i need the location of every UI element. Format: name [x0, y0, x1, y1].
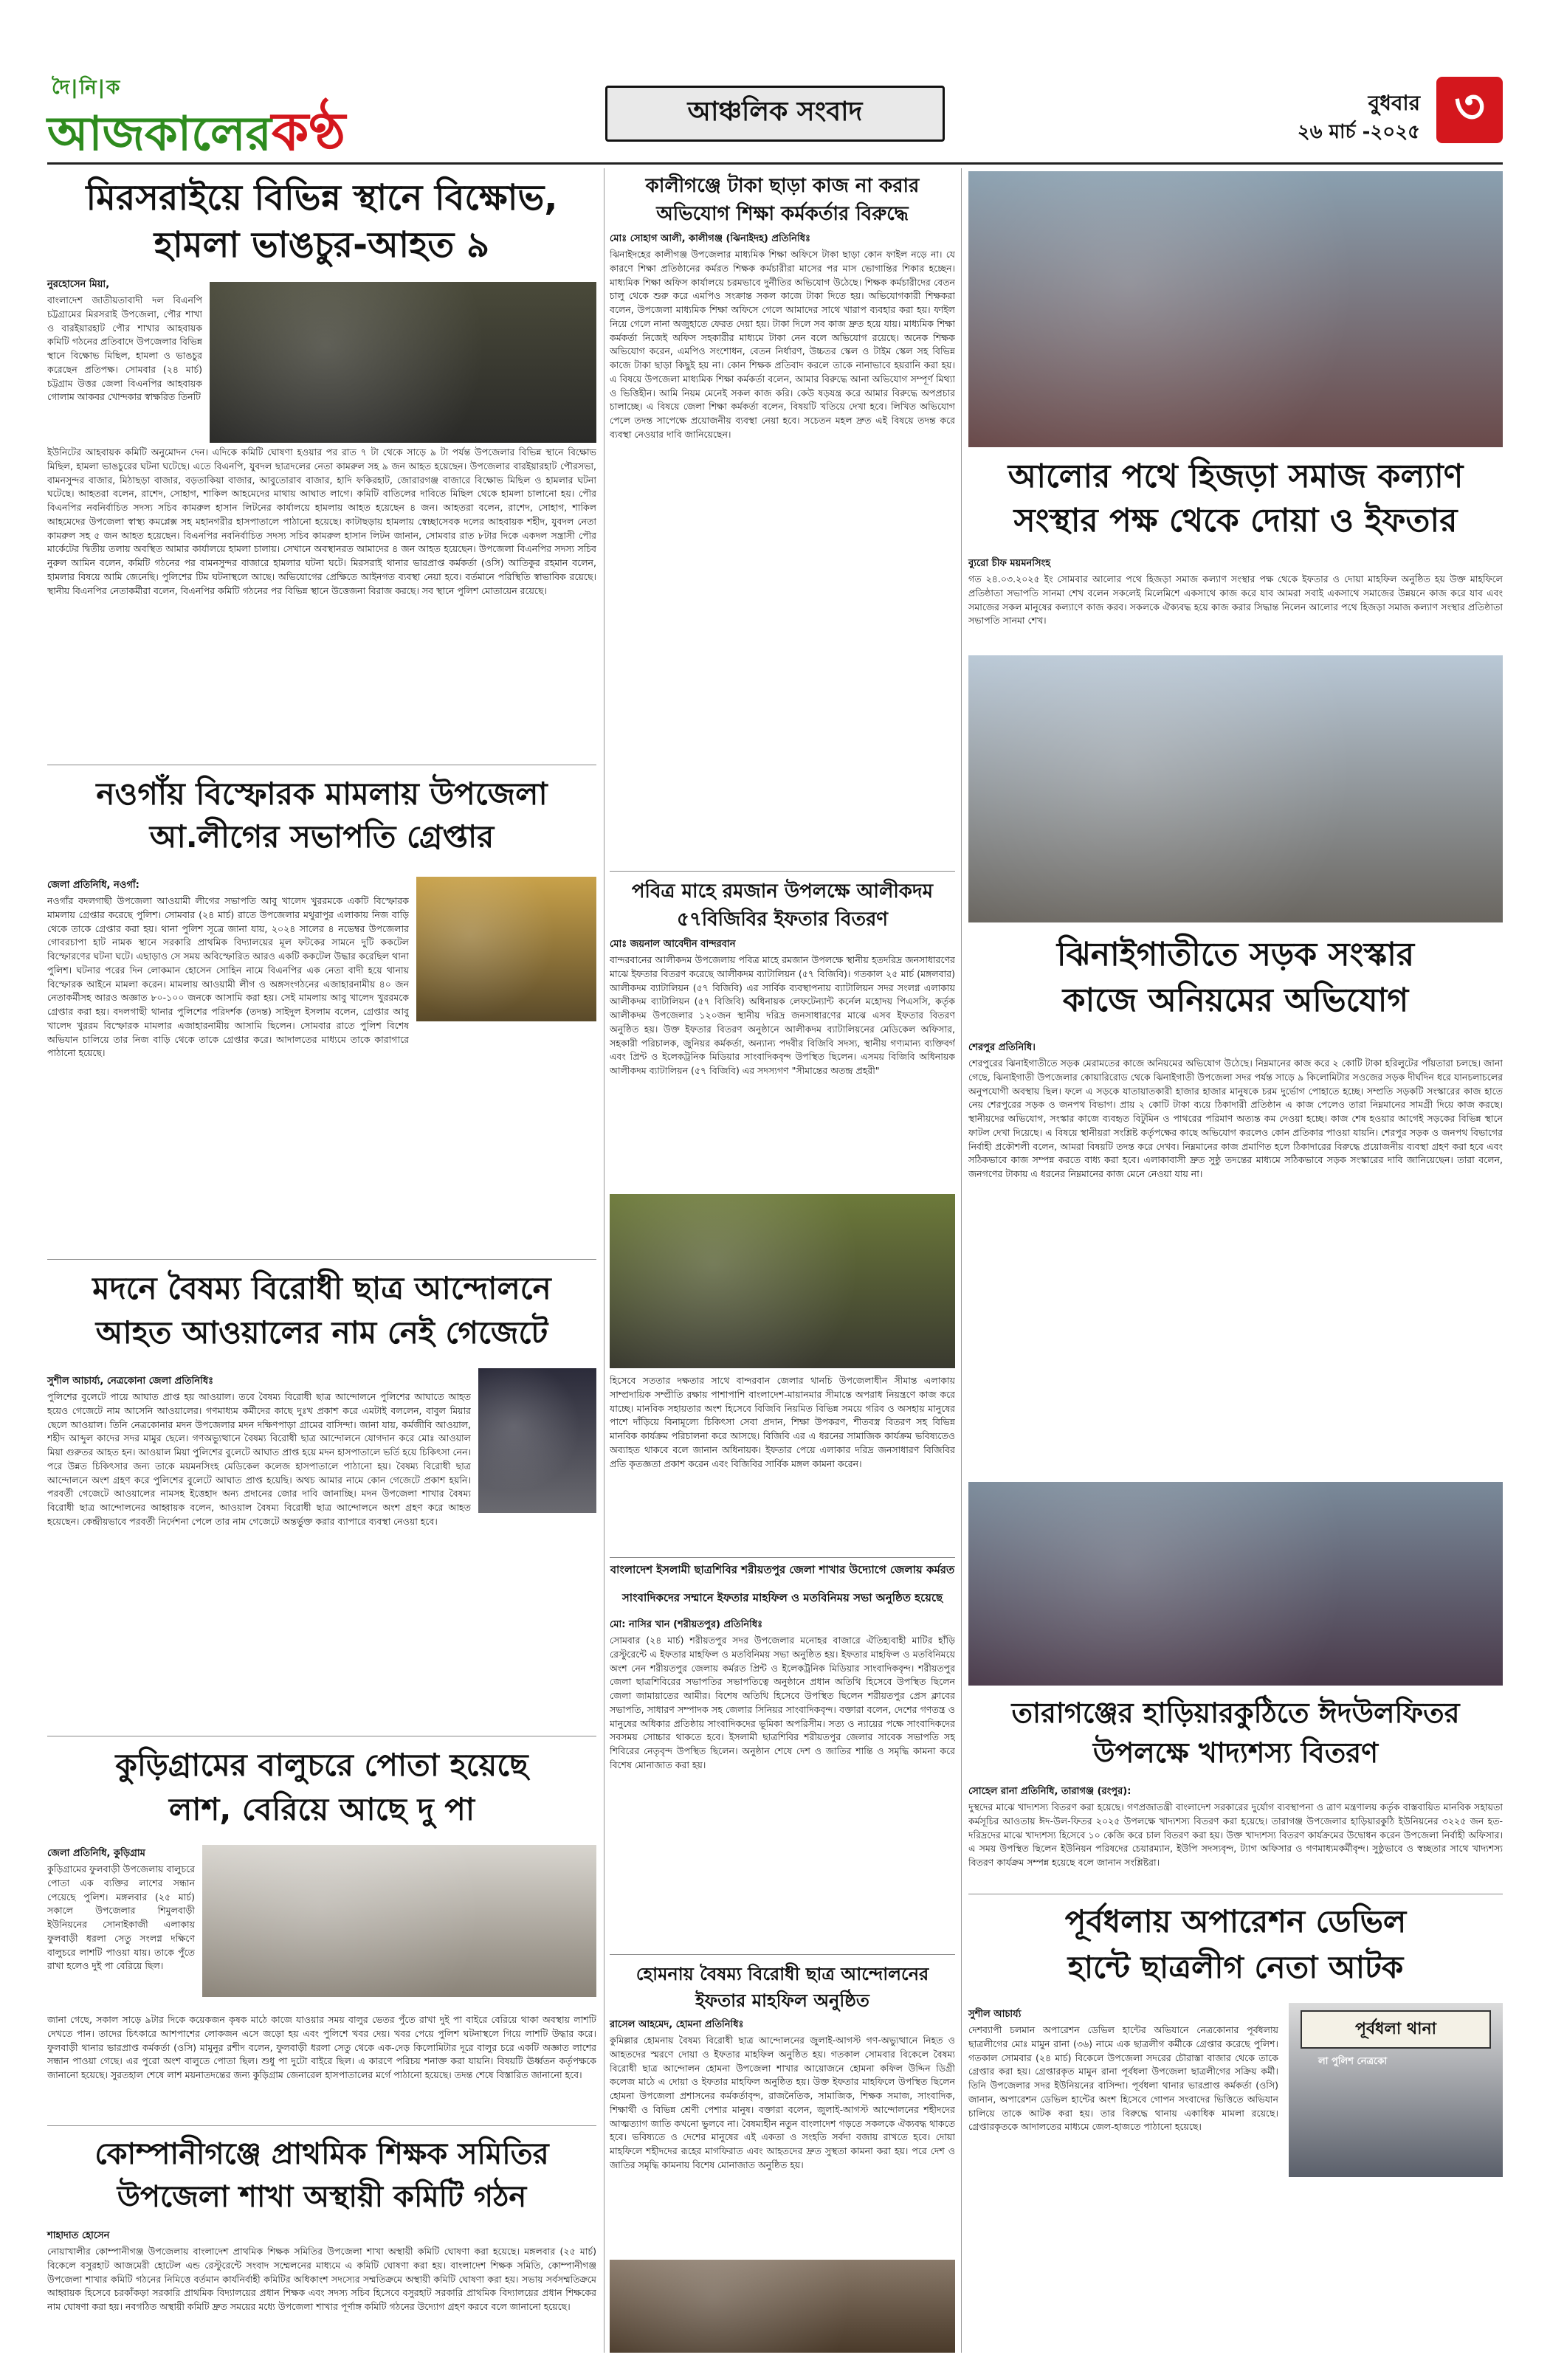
- mirsharai-intro: বাংলাদেশ জাতীয়তাবাদী দল বিএনপি চট্টগ্রামের মিরসরাই উপজেলা, পৌর শাখা ও বারইয়ারহাট পৌর শাখার আহবায়ক কমিটি গঠনের প্রতিবাদে উপজেলার বিভিন্ন স্থানে বিক্ষোভ মিছিল, হামলা ও ভাঙচুর করেছেন প্রতিপক্ষ। সোমবার (২৪ মার্চ) চট্টগ্রাম উত্তর জেলা বিএনপির আহবায়ক গোলাম আকবর খোন্দকার স্বাক্ষরিত তিনটি: [47, 294, 202, 403]
- companiganj-byline: শাহাদাত হোসেন: [47, 2230, 110, 2241]
- section-banner: [605, 86, 945, 142]
- purbadhala-photo: [1289, 2003, 1503, 2177]
- masthead: [47, 71, 1503, 162]
- article-naogaon: [47, 770, 596, 1258]
- kaliganj-headline-1: কালীগঞ্জে টাকা ছাড়া কাজ না করার: [645, 175, 920, 197]
- taraganj-byline: সোহেল রানা প্রতিনিধি, তারাগঞ্জ (রংপুর):: [968, 1786, 1132, 1797]
- alikadam-body-2: হিসেবে সততার দক্ষতার সাথে বান্দরবান জেলার থানচি উপজেলাধীন সীমান্ত এলাকায় সাম্প্রদায়িক সম্প্রীতি রক্ষায় পাশাপাশি বাংলাদেশ-মায়ানমার সীমান্তে অপরাধ নিয়ন্ত্রণে কাজ করে যাচ্ছে। মানবিক সহায়তার অংশ হিসেবে বিজিবি নিয়মিত বিভিন্ন সময়ে গরিব ও অসহায় মানুষের পাশে দাঁড়িয়ে বিনামূল্যে চিকিৎসা সেবা প্রদান, শিক্ষা উপকরণ, শীতবস্ত্র বিতরণ সহ বিভিন্ন মানবিক কার্যক্রম পরিচালনা করে আসছে। বিজিবি এর এ ধরনের সামাজিক কার্যক্রম ভবিষ্যতেও অব্যাহত থাকবে বলে জানান অধিনায়ক। ইফতার পেয়ে এলাকার দরিদ্র জনসাধারণ বিজিবির প্রতি কৃতজ্ঞতা প্রকাশ করেন এবং বিজিবির সার্বিক মঙ্গল কামনা করেন।: [610, 1375, 955, 1469]
- kaliganj-body: ঝিনাইদহের কালীগঞ্জ উপজেলার মাধ্যমিক শিক্ষা অফিসে টাকা ছাড়া কোন ফাইল নড়ে না। যে কারণে শিক্ষা প্রতিষ্ঠানের কর্মরত শিক্ষক কর্মচারীরা মাসের পর মাস ভোগান্তির শিকার হচ্ছেন। মাধ্যমিক শিক্ষা অফিস কার্যালয়ে চরমভাবে দুর্নীতির অভিযোগ উঠেছে। শিক্ষক কর্মচারীদের বেতন চালু থেকে শুরু করে এমপিও সংক্রান্ত সকল কাজে টাকা দিতে হয়। অভিযোগকারী শিক্ষকরা বলেন, উপজেলা মাধ্যমিক শিক্ষা অফিসে গেলে আমাদের সাথে খারাপ ব্যবহার করা হয়। ফাইল নিয়ে গেলে নানা অজুহাতে ফেরত দেয়া হয়। টাকা দিলে সব কাজ দ্রুত হয়ে যায়। মাধ্যমিক শিক্ষা কর্মকর্তা নিজেই অফিস সহকারীর মাধ্যমে টাকা নেন বলে অভিযোগ রয়েছে। অনেক শিক্ষক অভিযোগ করেন, এমপিও সংশোধন, বেতন নির্ধারণ, উচ্চতর স্কেল ও টাইম স্কেল সহ বিভিন্ন কাজে টাকা ছাড়া কিছুই হয় না। কোন শিক্ষক প্রতিবাদ করলে তাকে নানাভাবে হয়রানি করা হয়। এ বিষয়ে উপজেলা মাধ্যমিক শিক্ষা কর্মকর্তা বলেন, আমার বিরুদ্ধে আনা অভিযোগ সম্পূর্ণ মিথ্যা ও ভিত্তিহীন। আমি নিয়ম মেনেই সকল কাজ করি। কেউ ষড়যন্ত্র করে আমার বিরুদ্ধে অপপ্রচার চালাচ্ছে। এ বিষয়ে জেলা শিক্ষা কর্মকর্তা বলেন, বিষয়টি খতিয়ে দেখা হবে। লিখিত অভিযোগ পেলে তদন্ত সাপেক্ষে প্রয়োজনীয় ব্যবস্থা নেয়া হবে। সচেতন মহল দ্রুত এই বিষয়ে তদন্ত করে ব্যবস্থা নেওয়ার দাবি জানিয়েছেন।: [610, 249, 955, 440]
- mirsharai-headline-2: হামলা ভাঙচুর-আহত ৯: [154, 224, 490, 266]
- alikadam-photo: [610, 1194, 955, 1368]
- alikadam-body: বান্দরবানের আলীকদম উপজেলায় পবিত্র মাহে রমজান উপলক্ষে স্থানীয় হতদরিদ্র জনসাধারণের মাঝে ইফতার বিতরণ করেছে আলীকদম ব্যাটালিয়ন (৫৭ বিজিবি)। গতকাল ২৫ মার্চ (মঙ্গলবার) আলীকদম ব্যাটালিয়ন (৫৭ বিজিবি) এর সার্বিক ব্যবস্থাপনায় ব্যাটালিয়ন সদর সংলগ্ন এলাকায় আলীকদম ব্যাটালিয়ন (৫৭ বিজিবি) অধিনায়ক লেফটেন্যান্ট কর্নেল মহোদয় পিএসসি, কর্তৃক আলীকদম উপজেলার ১২০জন স্থানীয় দরিদ্র জনসাধারণের মাঝে এসব ইফতার বিতরণ অনুষ্ঠিত হয়। উক্ত ইফতার বিতরণ অনুষ্ঠানে আলীকদম ব্যাটালিয়নের মেডিকেল অফিসার, সহকারী পরিচালক, জুনিয়র কর্মকর্তা, অন্যান্য পদবীর বিজিবি সদস্য, স্থানীয় গণ্যমান্য ব্যক্তিবর্গ এবং প্রিন্ট ও ইলেকট্রনিক মিডিয়ার সাংবাদিকবৃন্দ উপস্থিত ছিলেন। এসময় বিজিবি অধিনায়ক আলীকদম ব্যাটালিয়ন (৫৭ বিজিবি) এর সদস্যগণ "সীমান্তের অতন্দ্র প্রহরী": [610, 954, 955, 1076]
- masthead-logo-red: কণ্ঠ: [271, 100, 346, 162]
- madan-byline: সুশীল আচার্য্য, নেত্রকোনা জেলা প্রতিনিধিঃ: [47, 1376, 214, 1387]
- hijra-headline-2: সংস্থার পক্ষ থেকে দোয়া ও ইফতার: [1013, 502, 1458, 539]
- companiganj-headline-2: উপজেলা শাখা অস্থায়ী কমিটি গঠন: [117, 2180, 527, 2214]
- alikadam-headline-1: পবিত্র মাহে রমজান উপলক্ষে আলীকদম: [631, 880, 934, 903]
- kaliganj-headline-2: অভিযোগ শিক্ষা কর্মকর্তার বিরুদ্ধে: [656, 203, 909, 225]
- hijra-byline: ব্যুরো চীফ ময়মনসিংহ: [968, 558, 1051, 569]
- taraganj-body: দুস্থদের মাঝে খাদ্যশস্য বিতরণ করা হয়েছে। গণপ্রজাতন্ত্রী বাংলাদেশ সরকারের দুর্যোগ ব্যবস্থাপনা ও ত্রাণ মন্ত্রণালয় কর্তৃক বাস্তবায়িত মানবিক সহায়তা কর্মসূচির আওতায় ঈদ-উল-ফিতর ২০২৫ উপলক্ষে খাদ্যশস্য বিতরণ করা হয়েছে। তারাগঞ্জ উপজেলার হাড়িয়ারকুঠি ইউনিয়নের ৩২২৫ জন হত-দরিদ্রদের মাঝে খাদ্যশস্য হিসেবে ১০ কেজি করে চাল বিতরণ করা হয়। উক্ত খাদ্যশস্য বিতরণ কার্যক্রমের উদ্বোধন করেন উপজেলা নির্বাহী অফিসার। এ সময় উপস্থিত ছিলেন ইউনিয়ন পরিষদের চেয়ারম্যান, ইউপি সদস্যবৃন্দ, ট্যাগ অফিসার ও গণমাধ্যমকর্মীবৃন্দ। সুষ্ঠুভাবে ও স্বচ্ছতার সাথে খাদ্যশস্য বিতরণ কার্যক্রম সম্পন্ন হয়েছে বলে জানান সংশ্লিষ্টরা।: [968, 1801, 1503, 1868]
- police-sign-sub: লা পুলিশ নেত্রকো: [1318, 2056, 1388, 2067]
- masthead-date: ২৬ মার্চ -২০২৫: [1297, 121, 1420, 143]
- kurigram-intro: কুড়িগ্রামের ফুলবাড়ী উপজেলায় বালুচরে পোতা এক ব্যক্তির লাশের সন্ধান পেয়েছে পুলিশ। মঙ্গলবার (২৫ মার্চ) সকালে উপজেলার শিমুলবাড়ী ইউনিয়নের সোনাইকাজী এলাকায় ফুলবাড়ী ধরলা সেতু সংলগ্ন দক্ষিণে বালুচরে লাশটি পাওয়া যায়। তাকে পুঁতে রাখা হলেও দুই পা বেরিয়ে ছিল।: [47, 1863, 195, 1972]
- divider-7: [610, 1954, 955, 1955]
- purbadhala-body: দেশব্যাপী চলমান অপারেশন ডেভিল হান্টের অভিযানে নেত্রকোনার পূর্বধলায় ছাত্রলীগের মোঃ মামুন রানা (৩৬) নামে এক ছাত্রলীগ কর্মীকে গ্রেপ্তার করেছে পুলিশ। গতকাল সোমবার (২৪ মার্চ) বিকেলে উপজেলা সদরের চৌরাস্তা বাজার থেকে তাকে গ্রেপ্তার করা হয়। গ্রেপ্তারকৃত মামুন রানা পূর্বধলা উপজেলা ছাত্রলীগের সক্রিয় কর্মী। তিনি উপজেলার সদর ইউনিয়নের বাসিন্দা। পূর্বধলা থানার ভারপ্রাপ্ত কর্মকর্তা (ওসি) জানান, অপারেশন ডেভিল হান্টের অংশ হিসেবে গোপন সংবাদের ভিত্তিতে অভিযান চালিয়ে তাকে আটক করা হয়। তার বিরুদ্ধে থানায় একাধিক মামলা রয়েছে। গ্রেপ্তারকৃতকে আদালতের মাধ্যমে জেল-হাজতে পাঠানো হয়েছে।: [968, 2024, 1278, 2133]
- kurigram-headline-2: লাশ, বেরিয়ে আছে দু পা: [169, 1791, 475, 1827]
- page-number-badge: [1436, 77, 1503, 143]
- shibir-byline: মো: নাসির খান (শরীয়তপুর) প্রতিনিধিঃ: [610, 1619, 763, 1630]
- hijra-body: গত ২৪.০৩.২০২৫ ইং সোমবার আলোর পথে হিজড়া সমাজ কল্যাণ সংস্থার পক্ষ থেকে ইফতার ও দোয়া মাহফিল অনুষ্ঠিত হয় উক্ত মাহফিলে প্রতিষ্ঠাতা সভাপতি সানমা শেখ বলেন সকলেই মিলেমিশে একসাথে কাজ করে যাব আমরা সবাই একসাথে সমাজের উন্নয়নে কাজ করে যাব এবং সমাজের সকল মানুষের কল্যাণে কাজ করব। সকলকে ঐক্যবদ্ধ হয়ে কাজ করার সিদ্ধান্ত নিলেন আলোর পথে হিজড়া সমাজ কল্যাণ সংস্থার প্রতিষ্ঠাতা সভাপতি সানমা শেখ।: [968, 573, 1503, 627]
- jhenaigati-byline: শেরপুর প্রতিনিধি।: [968, 1042, 1036, 1053]
- shibir-headline-1: বাংলাদেশ ইসলামী ছাত্রশিবির শরীয়তপুর জেলা শাখার উদ্যোগে জেলায় কর্মরত: [610, 1563, 955, 1576]
- kurigram-headline-1: কুড়িগ্রামের বালুচরে পোতা হয়েছে: [115, 1747, 528, 1783]
- purbadhala-byline: সুশীল আচার্য্য: [968, 2009, 1022, 2020]
- article-companiganj: [47, 2133, 596, 2354]
- jhenaigati-headline-2: কাজে অনিয়মের অভিযোগ: [1062, 982, 1409, 1019]
- kurigram-body: জানা গেছে, সকাল সাড়ে ৯টার দিকে কয়েকজন কৃষক মাঠে কাজে যাওয়ার সময় বালুর ভেতর পুঁতে রাখা দুই পা বাইরে বেরিয়ে থাকা অবস্থায় লাশটি দেখতে পান। তাদের চিৎকারে আশপাশের লোকজন এসে জড়ো হয় এবং পুলিশে খবর দেয়। খবর পেয়ে পুলিশ ঘটনাস্থলে গিয়ে লাশটি উদ্ধার করে। ফুলবাড়ী থানার ভারপ্রাপ্ত কর্মকর্তা (ওসি) মামুনুর রশীদ বলেন, ফুলবাড়ী ধরলা সেতু থেকে এক-দেড় কিলোমিটার দূরে বালুর চরে একটি অজ্ঞাত লাশের সন্ধান পাওয়া গেছে। এর পুরো অংশ বালুতে পোতা ছিল। শুধু পা দুটো বাইরে ছিল। এ কারণে পরিচয় শনাক্ত করা যায়নি। বিষয়টি ঊর্ধ্বতন কর্তৃপক্ষকে জানানো হয়েছে। সুরতহাল শেষে লাশ ময়নাতদন্তের জন্য কুড়িগ্রাম জেনারেল হাসপাতালের মর্গে পাঠানো হয়েছে। তদন্ত শেষে বিস্তারিত জানানো হবে।: [47, 2014, 596, 2080]
- mirsharai-photo: [210, 282, 596, 443]
- taraganj-photo: [968, 1482, 1503, 1686]
- article-homna: [610, 1960, 955, 2354]
- page-number: ৩: [1454, 79, 1485, 134]
- madan-headline-1: মদনে বৈষম্য বিরোধী ছাত্র আন্দোলনে: [92, 1270, 551, 1306]
- divider-4: [47, 2125, 596, 2126]
- article-kurigram: [47, 1742, 596, 2125]
- police-sign: [1301, 2010, 1491, 2049]
- section-title: আঞ্চলিক সংবাদ: [687, 97, 863, 127]
- madan-body: পুলিশের বুলেটে পায়ে আঘাত প্রাপ্ত হয় আওয়াল। তবে বৈষম্য বিরোধী ছাত্র আন্দোলনে পুলিশের আঘাতে আহত হয়েও গেজেটে নাম আসেনি আওয়ালের। গণমাধ্যম কর্মীদের কাছে দুঃখ প্রকাশ করে এমটাই বললেন, বাবুল মিয়ার ছেলে আওয়াল। তিনি নেত্রকোনার মদন উপজেলার মদন দক্ষিণপাড়া গ্রামের বাসিন্দা। জানা যায়, কর্মজীবি আওয়াল, শহীদ আব্দুল কাদের সদর মামুর ছেলে। গণঅভ্যুত্থানে বৈষম্য বিরোধী ছাত্র আন্দোলনে যোগদান করে মোঃ আওয়াল মিয়া গুরুতর আহত হন। আওয়াল মিয়া পুলিশের বুলেটে আঘাত প্রাপ্ত হয়ে মদন হাসপাতালে ভর্তি হয়ে চিকিৎসা নেন। পরে উন্নত চিকিৎসার জন্য তাকে ময়মনসিংহ মেডিকেল কলেজ হাসপাতালে পাঠানো হয়। বৈষম্য বিরোধী ছাত্র আন্দোলনে অংশ গ্রহণ করে পুলিশের বুলেটে আঘাত প্রাপ্ত হয়েছি। অথচ আমার নামে কোন গেজেটে প্রকাশ হয়নি। পরবর্তী গেজেটে আওয়ালের নামসহ ইত্তেহাদ অন্য প্রদানের জোর দাবি জানাচ্ছি। মদন উপজেলা শাখার বৈষম্য বিরোধী ছাত্র আন্দোলনের আহ্বায়ক বলেন, আওয়াল বৈষম্য বিরোধী ছাত্র আন্দোলনে অংশ গ্রহণ করে আহত হয়েছেন। কেন্দ্রীয়ভাবে পরবর্তী নির্দেশনা পেলে তার নাম গেজেটে অন্তর্ভুক্ত করার ব্যাপারে ব্যবস্থা নেওয়া হবে।: [47, 1391, 471, 1527]
- alikadam-byline: মোঃ জয়নাল আবেদীন বান্দরবান: [610, 939, 736, 950]
- shibir-headline-2: সাংবাদিকদের সম্মানে ইফতার মাহফিল ও মতবিনিময় সভা অনুষ্ঠিত হয়েছে: [621, 1591, 943, 1604]
- police-sign-text: পূর্বধলা থানা: [1354, 2019, 1437, 2038]
- companiganj-body: নোয়াখালীর কোম্পানীগঞ্জ উপজেলায় বাংলাদেশ প্রাথমিক শিক্ষক সমিতির উপজেলা শাখা অস্থায়ী কমিটি ঘোষণা করা হয়েছে। মঙ্গলবার (২৫ মার্চ) বিকেলে বসুরহাট আজমেরী হোটেল এন্ড রেস্টুরেন্টে সংবাদ সম্মেলনের মাধ্যমে এ কমিটি ঘোষণা করা হয়। বাংলাদেশ শিক্ষক সমিতি, কোম্পানীগঞ্জ উপজেলা শাখার কমিটি গঠনের নিমিত্তে বর্তমান কার্যনির্বাহী কমিটির অধিকাংশ সদস্যের সম্মতিক্রমে অস্থায়ী কমিটি ঘোষণা করা হয়। সভায় সর্বসম্মতিক্রমে আহ্বায়ক হিসেবে চরকাঁকড়া সরকারি প্রাথমিক বিদ্যালয়ের প্রধান শিক্ষক এবং সদস্য সচিব হিসেবে বসুরহাট সরকারি প্রাথমিক বিদ্যালয়ের প্রধান শিক্ষকের নাম ঘোষণা করা হয়। নবগঠিত অস্থায়ী কমিটি দ্রুত সময়ের মধ্যে উপজেলা শাখার পূর্ণাঙ্গ কমিটি গঠনের উদ্যোগ গ্রহণ করবে বলে জানানো হয়েছে।: [47, 2246, 596, 2312]
- masthead-day: বুধবার: [1368, 91, 1420, 115]
- column-divider-right: [961, 168, 962, 2353]
- naogaon-photo: [416, 877, 596, 1021]
- article-taraganj-text: [968, 1786, 1503, 1889]
- naogaon-headline-1: নওগাঁয় বিস্ফোরক মামলায় উপজেলা: [96, 776, 548, 812]
- madan-photo: [478, 1368, 596, 1513]
- hijra-headline-1: আলোর পথে হিজড়া সমাজ কল্যাণ: [1008, 458, 1464, 495]
- divider-2: [47, 1259, 596, 1260]
- article-hijra: [968, 171, 1503, 688]
- article-shibir: [610, 1562, 955, 1953]
- naogaon-body: নওগাঁর বদলগাছী উপজেলা আওয়ামী লীগের সভাপতি আবু খালেদ খুররমকে একটি বিস্ফোরক মামলায় গ্রেপ্তার করেছে পুলিশ। সোমবার (২৪ মার্চ) রাতে উপজেলার মথুরাপুর এলাকায় নিজ বাড়ি থেকে তাকে গ্রেপ্তার করা হয়। থানা পুলিশ সূত্রে জানা যায়, ২০২৪ সালের ৪ নভেম্বর উপজেলার গোবরচাপা হাট নামক স্থানে সরকারি প্রাথমিক বিদ্যালয়ের মূল ফটকের সামনে দুটি ককটেল বিস্ফোরণের ঘটনা ঘটে। এছাড়াও সে সময় অবিস্ফোরিত আরও একটি ককটেল উদ্ধার করেছিল থানা পুলিশ। ঘটনার পরের দিন লোকমান হোসেন সোহিন নামে বিএনপির এক নেতা বাদী হয়ে থানায় বিস্ফোরক আইনে মামলা করেন। মামলায় আওয়ামী লীগ ও অঙ্গসংগঠনের এজাহারনামীয় ৪০ জন নেতাকর্মীসহ আরও অজ্ঞাত ৮০-১০০ জনকে আসামি করা হয়। সেই মামলায় আবু খালেদ খুররমকে গ্রেপ্তার করা হয়। বদলগাছী থানার পুলিশের পরিদর্শক (তদন্ত) সাইদুল ইসলাম বলেন, গ্রেপ্তার আবু খালেদ খুররম বিস্ফোরক মামলার এজাহারনামীয় আসামি ছিলেন। সোমবার রাতে পুলিশ বিশেষ অভিযান চালিয়ে তার নিজ বাড়ি থেকে তাকে গ্রেপ্তার করে। আদালতের মাধ্যমে তাকে কারাগারে পাঠানো হয়েছে।: [47, 895, 409, 1059]
- homna-body: কুমিল্লার হোমনায় বৈষম্য বিরোধী ছাত্র আন্দোলনের জুলাই-আগস্ট গণ-অভ্যুত্থানে নিহত ও আহতদের স্মরণে দোয়া ও ইফতার মাহফিল অনুষ্ঠিত হয়। গতকাল সোমবার বিকেলে বৈষম্য বিরোধী ছাত্র আন্দোলন হোমনা উপজেলা শাখার আয়োজনে হোমনা কফিল উদ্দিন ডিগ্রী কলেজ মাঠে এ দোয়া ও ইফতার মাহফিল অনুষ্ঠিত হয়। উক্ত ইফতার মাহফিলে উপস্থিত ছিলেন হোমনা উপজেলা প্রশাসনের কর্মকর্তাবৃন্দ, রাজনৈতিক, সামাজিক, শিক্ষক সমাজ, সাংবাদিক, শিক্ষার্থী ও বিভিন্ন শ্রেণী পেশার মানুষ। বক্তারা বলেন, জুলাই-আগস্ট আন্দোলনের শহীদদের আত্মত্যাগ জাতি কখনো ভুলবে না। বৈষম্যহীন নতুন বাংলাদেশ গড়তে সকলকে ঐক্যবদ্ধ থাকতে হবে। ভবিষ্যতে ও দেশের মানুষের এই একতা ও সংহতি সর্বদা বজায় রাখতে হবে। দোয়া মাহফিলে শহীদদের রূহের মাগফিরাত এবং আহতদের দ্রুত সুস্থতা কামনা করা হয়। পরে দেশ ও জাতির সমৃদ্ধি কামনায় বিশেষ মোনাজাত অনুষ্ঠিত হয়।: [610, 2035, 955, 2170]
- naogaon-headline-2: আ.লীগের সভাপতি গ্রেপ্তার: [149, 818, 495, 855]
- masthead-tag: দৈ|নি|ক: [52, 77, 122, 99]
- divider-6: [610, 1557, 955, 1558]
- naogaon-byline: জেলা প্রতিনিধি, নওগাঁ:: [47, 880, 140, 891]
- article-jhenaigati: [968, 931, 1503, 1477]
- madan-headline-2: আহত আওয়ালের নাম নেই গেজেটে: [95, 1314, 548, 1351]
- masthead-logo: [47, 92, 431, 162]
- article-mirsharai: [47, 171, 596, 762]
- masthead-logo-green: আজকালের: [47, 106, 272, 162]
- purbadhala-headline-1: পূর্বধলায় অপারেশন ডেভিল: [1064, 1903, 1407, 1939]
- mirsharai-headline-1: মিরসরাইয়ে বিভিন্ন স্থানে বিক্ষোভ,: [86, 177, 558, 218]
- jhenaigati-photo: [968, 655, 1503, 922]
- shibir-body: সোমবার (২৪ মার্চ) শরীয়তপুর সদর উপজেলার মনোহর বাজারে ঐতিহ্যবাহী মাটির হাঁড়ি রেস্টুরেন্টে এ ইফতার মাহফিল ও মতবিনিময় সভা অনুষ্ঠিত হয়। ইফতার মাহফিল ও মতবিনিময়ে অংশ নেন শরীয়তপুর জেলায় কর্মরত প্রিন্ট ও ইলেকট্রনিক মিডিয়ার সাংবাদিকবৃন্দ। শরীয়তপুর জেলা ছাত্রশিবিরের সভাপতির সভাপতিত্বে অনুষ্ঠানে প্রধান অতিথি হিসেবে উপস্থিত ছিলেন জেলা জামায়াতের আমীর। বিশেষ অতিথি হিসেবে উপস্থিত ছিলেন শরীয়তপুর প্রেস ক্লাবের সভাপতি, সাধারণ সম্পাদক সহ জেলার সিনিয়র সাংবাদিকবৃন্দ। বক্তারা বলেন, দেশের গণতন্ত্র ও মানুষের অধিকার প্রতিষ্ঠায় সাংবাদিকদের ভূমিকা অপরিসীম। সত্য ও ন্যায়ের পক্ষে সাংবাদিকদের সবসময় সোচ্চার থাকতে হবে। ইসলামী ছাত্রশিবির শরীয়তপুর জেলার সাবেক সভাপতি সহ শিবিরের নেতৃবৃন্দ উপস্থিত ছিলেন। অনুষ্ঠান শেষে দেশ ও জাতির শান্তি ও সমৃদ্ধি কামনা করে বিশেষ মোনাজাত করা হয়।: [610, 1635, 955, 1770]
- article-kaliganj: [610, 171, 955, 865]
- taraganj-headline-1: তারাগঞ্জের হাড়িয়ারকুঠিতে ঈদউলফিতর: [1011, 1697, 1460, 1729]
- article-purbadhala: [968, 1900, 1503, 2354]
- taraganj-headline-2: উপলক্ষে খাদ্যশস্য বিতরণ: [1092, 1736, 1379, 1769]
- homna-byline: রাসেল আহমেদ, হোমনা প্রতিনিধিঃ: [610, 2019, 744, 2030]
- kaliganj-byline: মোঃ সোহাগ আলী, কালীগঞ্জ (ঝিনাইদহ) প্রতিনিধিঃ: [610, 233, 810, 244]
- homna-headline-2: ইফতার মাহফিল অনুষ্ঠিত: [695, 1990, 869, 2011]
- article-alikadam: [610, 877, 955, 1556]
- alikadam-headline-2: ৫৭বিজিবির ইফতার বিতরণ: [676, 908, 888, 931]
- kurigram-photo: [202, 1845, 596, 1997]
- companiganj-headline-1: কোম্পানীগঞ্জে প্রাথমিক শিক্ষক সমিতির: [94, 2137, 549, 2171]
- jhenaigati-headline-1: ঝিনাইগাতীতে সড়ক সংস্কার: [1056, 936, 1415, 973]
- masthead-rule: [47, 162, 1503, 165]
- kurigram-byline: জেলা প্রতিনিধি, কুড়িগ্রাম: [47, 1848, 145, 1859]
- article-madan: [47, 1265, 596, 1737]
- divider-5: [610, 871, 955, 872]
- purbadhala-headline-2: হান্টে ছাত্রলীগ নেতা আটক: [1067, 1949, 1404, 1985]
- mirsharai-byline: নুরহোসেন মিয়া,: [47, 279, 110, 290]
- homna-headline-1: হোমনায় বৈষম্য বিরোধী ছাত্র আন্দোলনের: [636, 1964, 929, 1984]
- jhenaigati-body: শেরপুরের ঝিনাইগাতীতে সড়ক মেরামতের কাজে অনিয়মের অভিযোগ উঠেছে। নিম্নমানের কাজ করে ২ কোটি টাকা হরিলুটের পাঁয়তারা চলছে। জানা গেছে, ঝিনাইগাতী উপজেলার কোয়ারিরোড থেকে ঝিনাইগাতী উপজেলা সদর পর্যন্ত সাড়ে ৯ কিলোমিটার সওজের সড়ক দীর্ঘদিন ধরে যানচলাচলের অনুপযোগী অবস্থায় ছিল। ফলে এ সড়কে যাতায়াতকারী হাজার হাজার মানুষকে চরম দুর্ভোগ পোহাতে হচ্ছে। সম্প্রতি সড়কটি সংস্কারের কাজ হাতে নেয় শেরপুরের সড়ক ও জনপথ বিভাগ। প্রায় ২ কোটি টাকা ব্যয়ে ঠিকাদারী প্রতিষ্ঠান এ কাজ পেলেও তারা নিম্নমানের সামগ্রী দিয়ে কাজ করছে। স্থানীয়দের অভিযোগ, সংস্কার কাজে ব্যবহৃত বিটুমিন ও পাথরের পরিমাণ অত্যন্ত কম দেওয়া হচ্ছে। কাজ শেষ হওয়ার আগেই সড়কের বিভিন্ন স্থানে ফাটল দেখা দিয়েছে। এ বিষয়ে স্থানীয়রা সংশ্লিষ্ট কর্তৃপক্ষের কাছে অভিযোগ করলেও কোন প্রতিকার পাওয়া যায়নি। শেরপুর সড়ক ও জনপথ বিভাগের নির্বাহী প্রকৌশলী বলেন, আমরা বিষয়টি তদন্ত করে দেখব। নিম্নমানের কাজ প্রমাণিত হলে ঠিকাদারের বিরুদ্ধে প্রয়োজনীয় ব্যবস্থা গ্রহণ করা হবে এবং সঠিকভাবে কাজ সম্পন্ন করতে বাধ্য করা হবে। এলাকাবাসী দ্রুত সুষ্ঠু তদন্তের মাধ্যমে সঠিকভাবে সড়ক সংস্কারের দাবি জানিয়েছেন। তারা বলেন, জনগণের টাকায় এ ধরনের নিম্নমানের কাজ মেনে নেওয়া যায় না।: [968, 1058, 1503, 1179]
- hijra-photo: [968, 171, 1503, 447]
- homna-photo: [610, 2260, 955, 2353]
- mirsharai-body: ইউনিটের আহবায়ক কমিটি অনুমোদন দেন। এদিকে কমিটি ঘোষণা হওয়ার পর রাত ৭ টা থেকে সাড়ে ৯ টা পর্যন্ত উপজেলার বিভিন্ন স্থানে বিক্ষোভ মিছিল, হামলা ভাঙচুরের ঘটনা ঘটেছে। এতে বিএনপি, যুবদল ছাত্রদলের নেতা কামরুল সহ ৯ জন আহত হয়েছেন। উপজেলার বারইয়ারহাট পৌরসভা, বামনসুন্দর বাজার, মিঠাছড়া বাজার, বড়তাকিয়া বাজার, আবুতোরাব বাজার, হাদি ফকিরহাট, জোরারগঞ্জ বাজারে বিক্ষোভ মিছিল ও হামলার ঘটনা ঘটেছে। আহতরা বলেন, রাশেদ, সোহাগ, শাকিল আহমেদের মাথায় আঘাত লাগে। কমিটি বাতিলের দাবিতে মিছিল থেকে হামলা চালানো হয়। পৌর বিএনপির নবনির্বাচিত সদস্য সচিব কামরুল হাসান লিটনের কার্যালয়ে হামলায় আহত হয়েছেন ৪ জন। আহতরা বলেন, রাশেদ, সোহাগ, শাকিল আহমেদের উপজেলা স্বাস্থ্য কমপ্লেক্স সহ মহানগরীর হাসপাতালে পাঠানো হয়েছে। কাটাছড়ায় হামলায় স্বেচ্ছাসেবক দলের আহবায়ক শহীদ, যুবদল নেতা কামরুল সহ ৫ জন আহত হয়েছেন। বিএনপির নবনির্বাচিত সদস্য সচিব কামরুল হাসান লিটন জানান, সোমবার রাত ৮টার দিকে একদল সন্ত্রাসী পৌর মার্কেটের দ্বিতীয় তলায় অবস্থিত আমার কার্যালয়ে হামলা চালায়। সেখানে অবস্থানরত আমাদের ৪ জন আহত হয়েছেন। উপজেলা বিএনপির সদস্য সচিব নুরুল আমিন বলেন, কমিটি গঠনের পর বামনসুন্দর বাজারে হামলার ঘটনা ঘটে। মিরসরাই থানার ভারপ্রাপ্ত কর্মকর্তা (ওসি) আতিকুর রহমান বলেন, হামলার বিষয়ে আমি জেনেছি। পুলিশের টিম ঘটনাস্থলে আছে। অভিযোগের প্রেক্ষিতে আইনগত ব্যবস্থা নেয়া হবে। বর্তমানে পরিস্থিতি স্বাভাবিক রয়েছে। স্থানীয় বিএনপির নেতাকর্মীরা বলেন, বিএনপির কমিটি গঠনের পর বিভিন্ন স্থানে উত্তেজনা বিরাজ করছে। সব স্থানে পুলিশ মোতায়েন রয়েছে।: [47, 446, 596, 596]
